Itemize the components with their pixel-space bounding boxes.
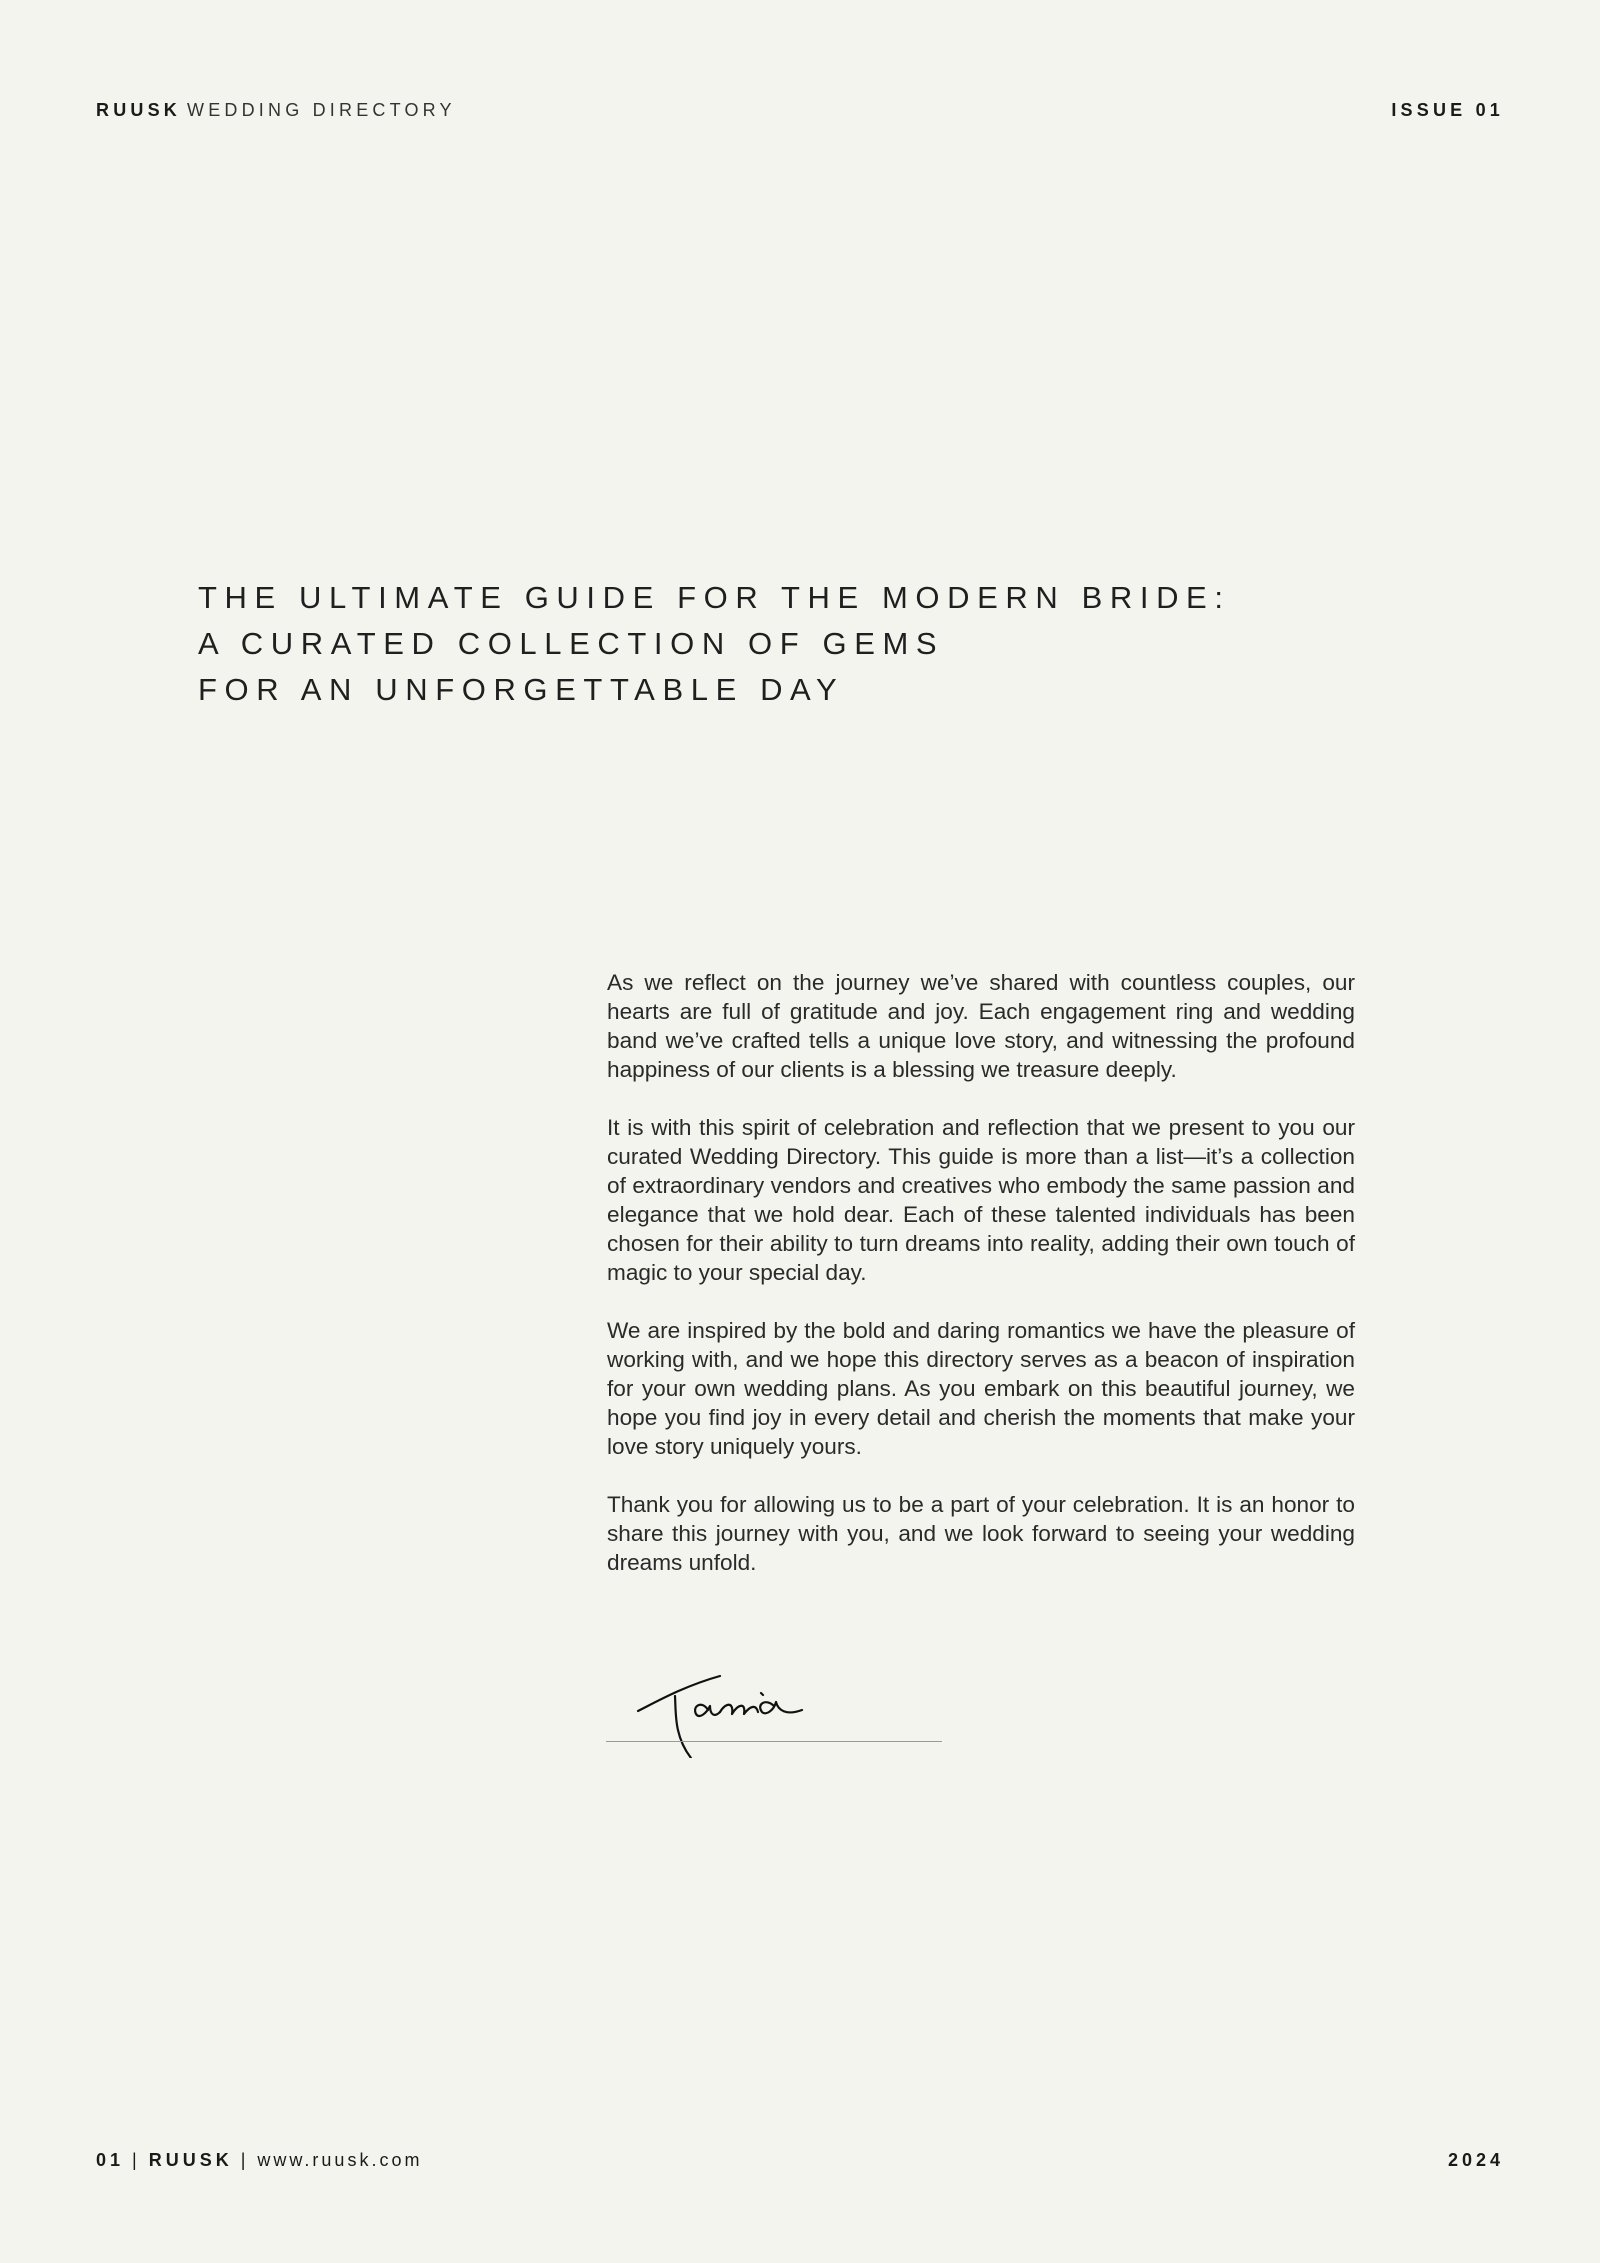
letter-paragraph-4: Thank you for allowing us to be a part of your celebration. It is an honor to share this journey with you, and we look forward to seeing your wedding dreams unfold. bbox=[607, 1492, 1355, 1575]
header-brand bbox=[96, 98, 456, 122]
footer-url-link[interactable]: www.ruusk.com bbox=[257, 2150, 423, 2170]
brand-name: RUUSK bbox=[96, 100, 182, 120]
page-footer bbox=[96, 2148, 1504, 2172]
footer-separator: | bbox=[132, 2150, 141, 2170]
letter-paragraph-3: We are inspired by the bold and daring romantics we have the pleasure of working with, and we hope this directory serves as a beacon of inspiration for your own wedding plans. As you embark on this beautiful journey, we hope you find joy in every detail and cherish the moments that make your love story uniquely yours. bbox=[607, 1318, 1355, 1459]
title-line-1: THE ULTIMATE GUIDE FOR THE MODERN BRIDE: bbox=[198, 580, 1231, 615]
issue-label: ISSUE 01 bbox=[1391, 100, 1504, 120]
title-block bbox=[198, 575, 1348, 713]
page-header bbox=[96, 98, 1504, 122]
footer-left bbox=[96, 2148, 422, 2172]
footer-separator-2: | bbox=[240, 2150, 250, 2170]
signature-rule bbox=[606, 1741, 942, 1742]
title-line-2: A CURATED COLLECTION OF GEMS bbox=[198, 626, 945, 661]
brand-subtitle: WEDDING DIRECTORY bbox=[187, 100, 456, 120]
letter-paragraph-2: It is with this spirit of celebration and reflection that we present to you our curated Wedding Directory. This guide is more than a list—it’s a collection of extraordinary vendors and creatives who embody the same passion and elegance that we hold dear. Each of these talented individuals has been chosen for their ability to turn dreams into reality, adding their own touch of magic to your special day. bbox=[607, 1115, 1355, 1285]
letter-paragraph-1: As we reflect on the journey we’ve shared with countless couples, our hearts are full of gratitude and joy. Each engagement ring and wedding band we’ve crafted tells a unique love story, and witnessing the profound happiness of our clients is a blessing we treasure deeply. bbox=[607, 970, 1355, 1082]
title-line-3: FOR AN UNFORGETTABLE DAY bbox=[198, 672, 845, 707]
signature-icon bbox=[606, 1658, 942, 1758]
page-number: 01 bbox=[96, 2150, 125, 2170]
letter-body bbox=[607, 968, 1355, 1606]
footer-brand: RUUSK bbox=[148, 2150, 233, 2170]
footer-year: 2024 bbox=[1447, 2150, 1504, 2170]
